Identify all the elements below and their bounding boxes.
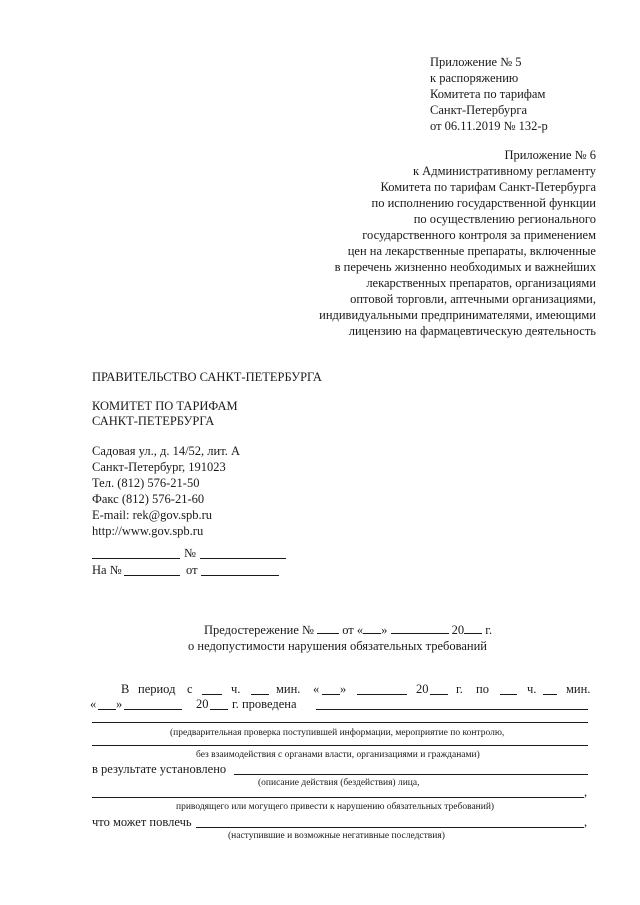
period-from-word: с	[187, 682, 193, 696]
appendix-5-block	[430, 54, 590, 134]
appendix-6-line: индивидуальными предпринимателями, имеющими	[319, 308, 596, 322]
appendix-6-line: по осуществлению регионального	[413, 212, 596, 226]
appendix-6-line: лицензию на фармацевтическую деятельность	[348, 324, 596, 338]
warning-year-suffix: г.	[485, 623, 493, 637]
appendix-6-line: по исполнению государственной функции	[371, 196, 596, 210]
warning-date-close: »	[381, 623, 388, 637]
held-month-blank	[124, 709, 182, 710]
government-title: ПРАВИТЕЛЬСТВО САНКТ-ПЕТЕРБУРГА	[92, 370, 322, 384]
end-year-blank	[430, 694, 448, 695]
number-sign: №	[184, 546, 196, 560]
consequence-label: что может повлечь	[92, 815, 192, 829]
description-caption: (описание действия (бездействия) лица,	[258, 778, 420, 788]
end-hour-blank	[500, 694, 517, 695]
warning-title	[204, 622, 492, 638]
warning-day-blank	[363, 622, 381, 634]
end-hour-label: ч.	[527, 682, 537, 696]
no-interaction-caption: без взаимодействия с органами власти, организациями и гражданами)	[196, 750, 480, 760]
outgoing-number-blank	[200, 558, 286, 559]
appendix-5-line: Комитета по тарифам	[430, 87, 546, 101]
description-comma: ,	[584, 785, 588, 799]
contacts-block	[92, 443, 240, 539]
appendix-6-line: государственного контроля за применением	[362, 228, 596, 242]
appendix-6-line: к Административному регламенту	[412, 164, 596, 178]
activity-caption: (предварительная проверка поступившей информации, мероприятие по контролю,	[170, 728, 505, 738]
warning-year-blank	[464, 622, 482, 634]
end-day-blank	[322, 694, 340, 695]
held-label: г. проведена	[232, 697, 297, 711]
start-minute-blank	[251, 694, 269, 695]
email-line: E-mail: rek@gov.spb.ru	[92, 508, 213, 522]
period-word: В	[121, 682, 130, 696]
result-label: в результате установлено	[92, 762, 227, 776]
consequence-comma: ,	[584, 815, 588, 829]
description-blank-line	[92, 797, 584, 798]
warning-month-blank	[391, 622, 449, 634]
website-line: http://www.gov.spb.ru	[92, 524, 204, 538]
reference-label: На №	[92, 563, 122, 577]
period-to-word: по	[476, 682, 489, 696]
end-month-blank	[357, 694, 407, 695]
activity-blank-line-2	[92, 745, 588, 746]
appendix-6-line: Комитета по тарифам Санкт-Петербурга	[380, 180, 596, 194]
address-line: Садовая ул., д. 14/52, лит. А	[92, 444, 241, 458]
appendix-5-line: Санкт-Петербурга	[430, 103, 528, 117]
held-year: 20	[196, 697, 209, 711]
activity-blank-line	[92, 722, 588, 723]
result-blank	[234, 774, 588, 775]
committee-title-line: САНКТ-ПЕТЕРБУРГА	[92, 414, 215, 428]
leading-to-violation-caption: приводящего или могущего привести к нарушению обязательных требований)	[176, 802, 495, 812]
outgoing-date-blank	[92, 558, 180, 559]
start-hour-label: ч.	[231, 682, 241, 696]
warning-number-blank	[317, 622, 339, 634]
appendix-6-line: в перечень жизненно необходимых и важнейших	[334, 260, 596, 274]
warning-year: 20	[451, 623, 465, 637]
appendix-5-line: к распоряжению	[430, 71, 519, 85]
consequences-caption: (наступившие и возможные негативные последствия)	[228, 831, 445, 841]
appendix-6-line: цен на лекарственные препараты, включенные	[347, 244, 596, 258]
reference-date-blank	[201, 575, 279, 576]
appendix-5-line: от 06.11.2019 № 132-р	[430, 119, 548, 133]
held-day-open-quote: «	[90, 697, 97, 711]
held-activity-blank	[316, 709, 588, 710]
held-year-blank	[210, 709, 228, 710]
consequence-blank	[196, 827, 584, 828]
end-day-close-quote: »	[340, 682, 347, 696]
appendix-6-line: Приложение № 6	[504, 148, 596, 162]
end-minute-label: мин.	[566, 682, 591, 696]
held-day-close-quote: »	[116, 697, 123, 711]
warning-date-open: от «	[342, 623, 364, 637]
appendix-6-block	[280, 147, 596, 339]
period-label: период	[138, 682, 176, 696]
committee-title-line: КОМИТЕТ ПО ТАРИФАМ	[92, 399, 238, 413]
appendix-6-line: лекарственных препаратов, организациями	[366, 276, 596, 290]
fax-line: Факс (812) 576-21-60	[92, 492, 205, 506]
phone-line: Тел. (812) 576-21-50	[92, 476, 200, 490]
held-day-blank	[98, 709, 116, 710]
reference-number-blank	[124, 575, 180, 576]
end-year-suffix: г.	[456, 682, 463, 696]
address-line: Санкт-Петербург, 191023	[92, 460, 226, 474]
reference-from-label: от	[186, 563, 198, 577]
end-minute-blank	[543, 694, 557, 695]
warning-subtitle: о недопустимости нарушения обязательных требований	[188, 639, 487, 653]
appendix-5-line: Приложение № 5	[430, 55, 522, 69]
appendix-6-line: оптовой торговли, аптечными организациями,	[350, 292, 596, 306]
warning-title-prefix: Предостережение №	[204, 623, 314, 637]
end-year: 20	[416, 682, 429, 696]
end-day-open-quote: «	[313, 682, 320, 696]
start-hour-blank	[202, 694, 222, 695]
start-minute-label: мин.	[276, 682, 301, 696]
